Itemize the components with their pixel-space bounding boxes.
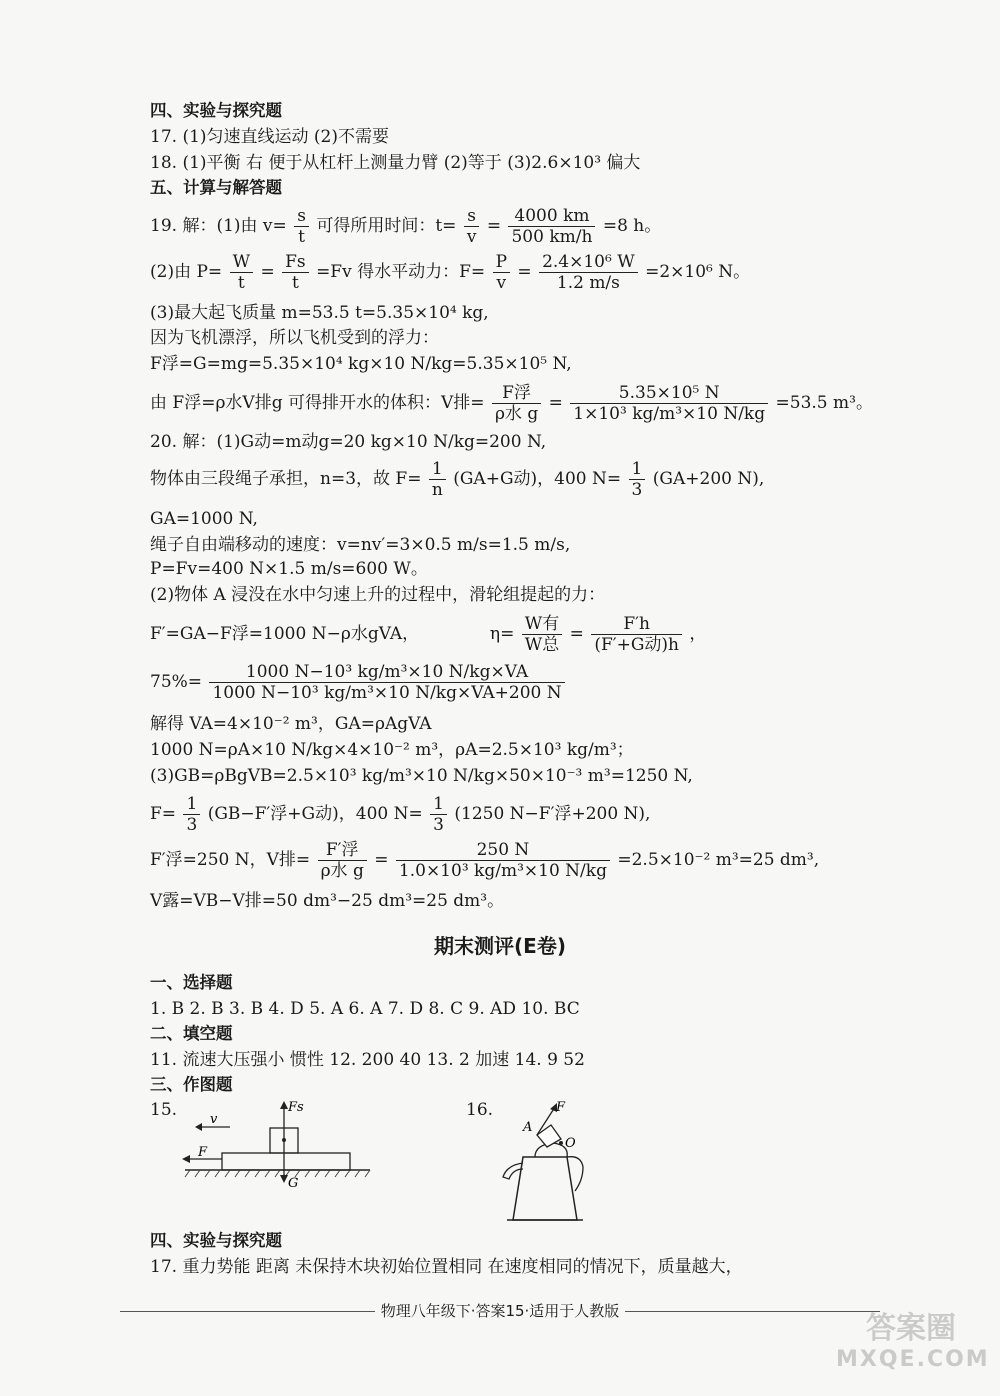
numerator: P (493, 252, 510, 273)
numerator: 1000 N−10³ kg/m³×10 N/kg×VA (209, 662, 564, 683)
text: = (486, 216, 502, 236)
support-force-label: Fs (288, 1100, 304, 1115)
answer-19-float: 因为飞机漂浮，所以飞机受到的浮力： (150, 328, 439, 348)
denominator: 3 (631, 480, 643, 500)
numerator: 1 (629, 459, 646, 480)
denominator: t (291, 273, 299, 293)
text: = (517, 262, 532, 282)
numerator: s (464, 206, 480, 227)
text: = (260, 262, 275, 282)
text: =53.5 m³。 (775, 393, 873, 413)
answer-20-part2: (2)物体 A 浸没在水中匀速上升的过程中，滑轮组提起的力： (150, 585, 606, 605)
denominator: 1000 N−10³ kg/m³×10 N/kg×VA+200 N (212, 683, 562, 703)
text: (GA+G动)，400 N= (453, 469, 622, 489)
denominator: 3 (433, 815, 444, 835)
answer-19-part2 (150, 252, 750, 293)
numerator: s (294, 206, 309, 227)
section-calculation: 五、计算与解答题 (150, 178, 282, 197)
answer-18: 18. (1)平衡 右 便于从杠杆上测量力臂 (2)等于 (3)2.6×10³ 偏大 (150, 153, 641, 173)
denominator: ρ水 g (494, 404, 539, 424)
denominator: v (496, 273, 507, 293)
exam-title: 期末测评(E卷) (434, 934, 566, 958)
section-fill: 二、填空题 (150, 1024, 233, 1043)
numerator: W (230, 252, 253, 273)
text: (1250 N−F′浮+200 N), (454, 804, 651, 824)
footer-text: 物理八年级下·答案15·适用于人教版 (375, 1302, 626, 1320)
gravity-label: G (288, 1176, 299, 1190)
answer-20-part3: (3)GB=ρBgVB=2.5×10³ kg/m³×10 N/kg×50×10⁻³ m³=1250 N, (150, 766, 693, 786)
answer-19-part1 (150, 206, 661, 247)
force-label: F (556, 1100, 566, 1115)
answer-20-density: 1000 N=ρA×10 N/kg×4×10⁻² m³，ρA=2.5×10³ kg/m³； (150, 740, 634, 760)
fraction (183, 794, 200, 835)
velocity-label: v (210, 1112, 218, 1127)
section-experiment: 四、实验与探究题 (150, 101, 282, 120)
denominator: 500 km/h (511, 227, 593, 247)
text: (GA+200 N), (652, 469, 765, 489)
denominator: 3 (186, 815, 198, 835)
text: =2.5×10⁻² m³=25 dm³, (617, 850, 820, 870)
fraction (539, 252, 638, 293)
denominator: t (237, 273, 245, 293)
answer-20-exposed: V露=VB−V排=50 dm³−25 dm³=25 dm³。 (150, 891, 505, 911)
text: =Fv 得水平动力：F= (316, 262, 486, 282)
section-experiment-2: 四、实验与探究题 (150, 1231, 282, 1250)
answer-19-volume (150, 383, 873, 424)
numerator: 1 (183, 794, 200, 815)
support-force-arrowhead (280, 1101, 288, 1109)
answer-19-part3: (3)最大起飞质量 m=53.5 t=5.35×10⁴ kg, (150, 303, 489, 323)
answer-20-va: 解得 VA=4×10⁻² m³，GA=ρAgVA (150, 714, 432, 734)
figure-16-number: 16. (466, 1100, 494, 1120)
section-choice: 一、选择题 (150, 973, 233, 992)
pivot-point (559, 1141, 563, 1145)
numerator: F′浮 (318, 840, 367, 861)
text: η= (489, 624, 515, 644)
answer-17: 17. (1)匀速直线运动 (2)不需要 (150, 127, 390, 147)
text: F′=GA−F浮=1000 N−ρ水gVA， (150, 624, 420, 644)
figure-16-kettle (495, 1095, 615, 1230)
text: F= (150, 804, 177, 824)
pivot-label: O (565, 1136, 576, 1151)
friction-arrowhead (182, 1155, 190, 1163)
gravity-arrowhead (280, 1175, 288, 1183)
answer-20-speed: 绳子自由端移动的速度：v=nv′=3×0.5 m/s=1.5 m/s, (150, 535, 571, 555)
answer-20-rope (150, 459, 764, 500)
text: = (548, 393, 563, 413)
text: 可得所用时间：t= (316, 216, 457, 236)
text: (2)由 P= (150, 262, 223, 282)
fraction (430, 794, 447, 835)
fraction (570, 383, 768, 424)
numerator: F′h (591, 614, 682, 635)
numerator: 2.4×10⁶ W (539, 252, 638, 273)
fraction (493, 252, 510, 293)
numerator: 1 (429, 459, 446, 480)
denominator: t (298, 227, 305, 247)
text: ， (689, 624, 707, 644)
fraction (282, 252, 309, 293)
denominator: n (431, 480, 443, 500)
friction-label: F (198, 1145, 208, 1160)
numerator: 250 N (396, 840, 610, 861)
fraction (318, 840, 367, 881)
text: 75%= (150, 672, 203, 692)
text: 由 F浮=ρ水V排g 可得排开水的体积：V排= (150, 393, 485, 413)
numerator: W有 (522, 614, 562, 635)
figure-15-number: 15. (150, 1100, 178, 1120)
fraction (591, 614, 682, 655)
text: =2×10⁶ N。 (645, 262, 751, 282)
fraction (396, 840, 610, 881)
denominator: v (466, 227, 477, 247)
fraction (522, 614, 562, 655)
numerator: Fs (282, 252, 309, 273)
section-drawing: 三、作图题 (150, 1075, 233, 1094)
figure-15-diagram (180, 1095, 380, 1190)
fraction (629, 459, 646, 500)
fraction (429, 459, 446, 500)
kettle-body (513, 1157, 577, 1220)
fraction (508, 206, 595, 247)
ground-hatching (185, 1170, 370, 1177)
answer-20-power: P=Fv=400 N×1.5 m/s=600 W。 (150, 559, 428, 579)
answer-20-75-percent (150, 662, 567, 703)
text: 19. 解：(1)由 v= (150, 216, 287, 236)
answer-17-e: 17. 重力势能 距离 未保持木块初始位置相同 在速度相同的情况下，质量越大， (150, 1257, 743, 1277)
fill-answers: 11. 流速大压强小 惯性 12. 200 40 13. 2 加速 14. 9 52 (150, 1050, 585, 1070)
answer-19-buoyancy: F浮=G=mg=5.35×10⁴ kg×10 N/kg=5.35×10⁵ N, (150, 354, 572, 374)
watermark-logo (836, 1303, 990, 1388)
point-a-label: A (523, 1120, 533, 1135)
fraction (492, 383, 541, 424)
fraction (230, 252, 253, 293)
numerator: 4000 km (508, 206, 595, 227)
answer-20-displaced (150, 840, 819, 881)
denominator: ρ水 g (320, 861, 364, 881)
denominator: 1.2 m/s (556, 273, 620, 293)
board (222, 1153, 350, 1170)
denominator: 1.0×10³ kg/m³×10 N/kg (398, 861, 607, 881)
center-point (282, 1138, 286, 1142)
denominator: 1×10³ kg/m³×10 N/kg (573, 404, 766, 424)
answer-20-ga: GA=1000 N, (150, 509, 258, 529)
numerator: 1 (430, 794, 447, 815)
answer-20-part1: 20. 解：(1)G动=m动g=20 kg×10 N/kg=200 N, (150, 432, 547, 452)
answer-20-efficiency (150, 614, 706, 655)
text: = (374, 850, 389, 870)
numerator: F浮 (492, 383, 541, 404)
fraction (294, 206, 309, 247)
text: (GB−F′浮+G动)，400 N= (207, 804, 423, 824)
numerator: 5.35×10⁵ N (570, 383, 768, 404)
text: 物体由三段绳子承担，n=3，故 F= (150, 469, 422, 489)
velocity-arrowhead (195, 1123, 202, 1131)
denominator: (F′+G动)h (594, 635, 680, 655)
text: =8 h。 (602, 216, 662, 236)
fraction (464, 206, 480, 247)
fraction (209, 662, 564, 703)
watermark-bottom: MXQE.COM (836, 1347, 990, 1372)
watermark-top: 答案圈 (866, 1311, 956, 1346)
text: F′浮=250 N，V排= (150, 850, 311, 870)
text: = (569, 624, 584, 644)
answer-20-force (150, 794, 650, 835)
denominator: W总 (524, 635, 560, 655)
choice-answers: 1. B 2. B 3. B 4. D 5. A 6. A 7. D 8. C 9. AD 10. BC (150, 999, 580, 1019)
